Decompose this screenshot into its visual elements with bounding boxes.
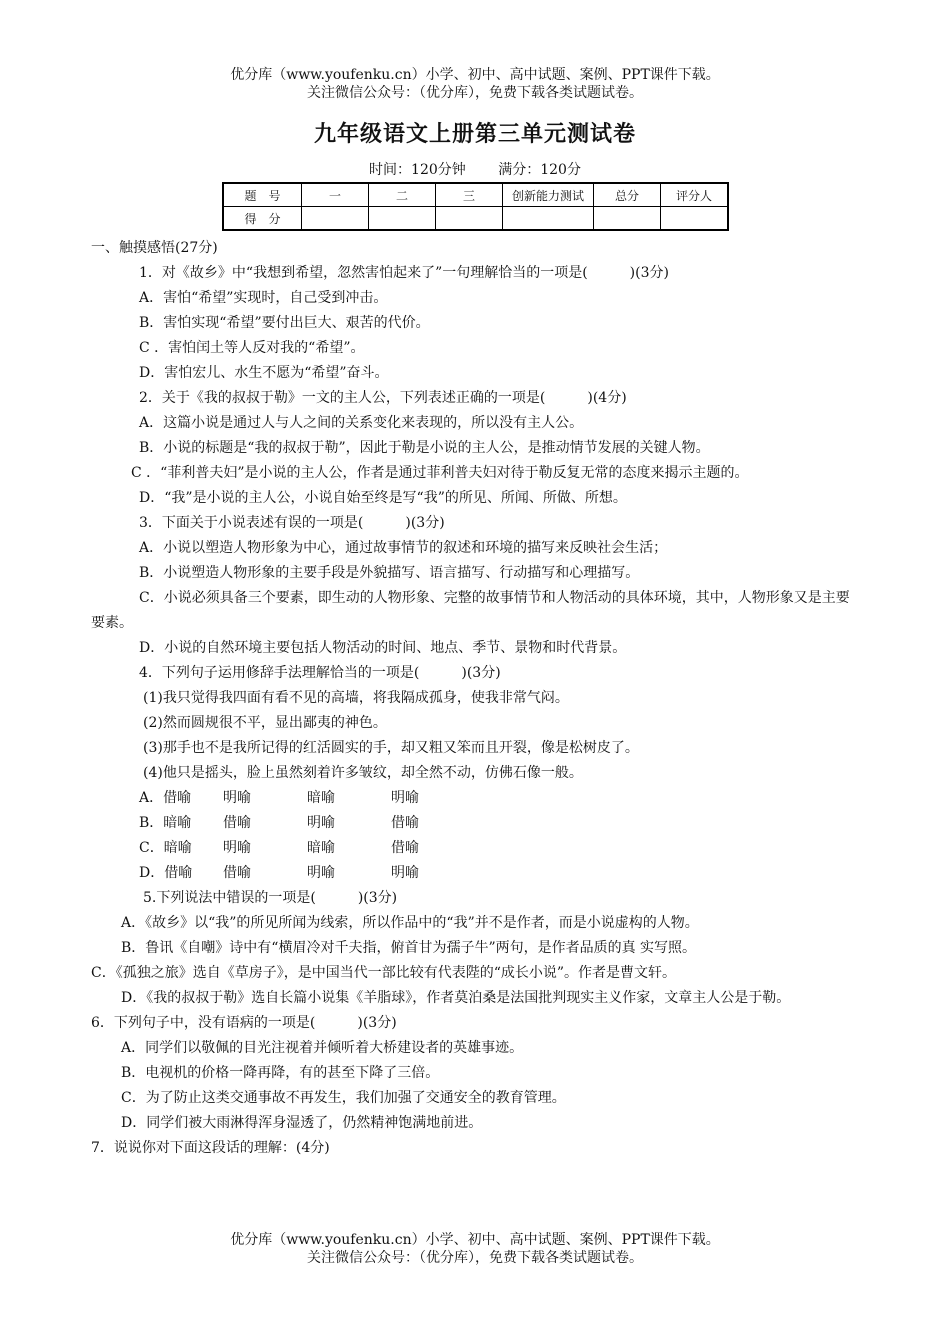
question-6-option-c: C．为了防止这类交通事故不再发生，我们加强了交通安全的教育管理。 — [121, 1090, 566, 1106]
option-cell: 借喻 — [223, 815, 251, 831]
question-4-option-b — [91, 811, 859, 836]
option-cell: 明喻 — [307, 865, 335, 881]
score-cell-total: 总分 — [594, 183, 661, 207]
score-blank — [594, 207, 661, 231]
header-line-2: 关注微信公众号：（优分库），免费下载各类试题试卷。 — [307, 85, 643, 101]
score-blank — [436, 207, 503, 231]
question-1-option-b: B．害怕实现“希望”要付出巨大、艰苦的代价。 — [139, 315, 430, 331]
score-blank — [661, 207, 729, 231]
score-cell-section1: 一 — [302, 183, 369, 207]
option-cell: C．暗喻 — [139, 840, 192, 856]
option-cell: 明喻 — [391, 865, 419, 881]
score-table — [222, 182, 729, 231]
option-cell: B．暗喻 — [139, 815, 192, 831]
full-score-label: 满分：120分 — [498, 162, 581, 178]
option-cell: 借喻 — [223, 865, 251, 881]
time-label: 时间：120分钟 — [369, 162, 466, 178]
question-3-option-c: C．小说必须具备三个要素，即生动的人物形象、完整的故事情节和人物活动的具体环境，其中，人物形象又是主要要素。 — [91, 590, 850, 631]
question-4-sentence-2: (2)然而圆规很不平，显出鄙夷的神色。 — [143, 715, 387, 731]
option-cell: 借喻 — [391, 815, 419, 831]
question-1-stem: 1．对《故乡》中“我想到希望，忽然害怕起来了”一句理解恰当的一项是( )(3分) — [139, 265, 669, 281]
question-6-option-d: D．同学们被大雨淋得浑身湿透了，仍然精神饱满地前进。 — [121, 1115, 483, 1131]
score-table-score-row — [223, 207, 728, 231]
section-heading: 一、触摸感悟(27分) — [91, 240, 218, 256]
exam-content — [91, 236, 859, 1161]
footer-line-1: 优分库（www.youfenku.cn）小学、初中、高中试题、案例、PPT课件下载。 — [230, 1232, 720, 1248]
question-4-option-a — [91, 786, 859, 811]
question-5-option-c: C．《孤独之旅》选自《草房子》，是中国当代一部比较有代表陛的“成长小说”。作者是曹文轩。 — [91, 965, 677, 981]
option-cell: 明喻 — [307, 815, 335, 831]
question-2-option-d: D．“我”是小说的主人公，小说自始至终是写“我”的所见、所闻、所做、所想。 — [139, 490, 627, 506]
question-3-option-d: D．小说的自然环境主要包括人物活动的时间、地点、季节、景物和时代背景。 — [139, 640, 627, 656]
question-4-sentence-3: (3)那手也不是我所记得的红活圆实的手，却又粗又笨而且开裂，像是松树皮了。 — [143, 740, 639, 756]
question-2-option-c: C ．“菲利普夫妇”是小说的主人公，作者是通过菲利普夫妇对待于勒反复无常的态度来揭示主题的。 — [131, 465, 749, 481]
option-cell: 明喻 — [223, 840, 251, 856]
score-cell-section3: 三 — [436, 183, 503, 207]
score-cell-innovation: 创新能力测试 — [503, 183, 594, 207]
document-title: 九年级语文上册第三单元测试卷 — [313, 122, 636, 147]
question-5-option-a: A．《故乡》以“我”的所见所闻为线索，所以作品中的“我”并不是作者，而是小说虚构的人物。 — [121, 915, 699, 931]
question-5-stem: 5.下列说法中错误的一项是( )(3分) — [143, 890, 398, 906]
score-cell-grader: 评分人 — [661, 183, 729, 207]
question-2-option-b: B．小说的标题是“我的叔叔于勒”，因此于勒是小说的主人公，是推动情节发展的关键人物。 — [139, 440, 710, 456]
question-2-stem: 2．关于《我的叔叔于勒》一文的主人公，下列表述正确的一项是( )(4分) — [139, 390, 627, 406]
question-6-stem: 6．下列句子中，没有语病的一项是( )(3分) — [91, 1015, 397, 1031]
option-cell: 暗喻 — [307, 840, 335, 856]
question-4-sentence-1: (1)我只觉得我四面有看不见的高墙，将我隔成孤身，使我非常气闷。 — [143, 690, 569, 706]
question-3-stem: 3．下面关于小说表述有误的一项是( )(3分) — [139, 515, 445, 531]
question-6-option-b: B．电视机的价格一降再降，有的甚至下降了三倍。 — [121, 1065, 440, 1081]
option-cell: A．借喻 — [139, 790, 192, 806]
time-score-line — [0, 159, 950, 179]
option-cell: 暗喻 — [307, 790, 335, 806]
question-3-option-b: B．小说塑造人物形象的主要手段是外貌描写、语言描写、行动描写和心理描写。 — [139, 565, 640, 581]
score-row-label: 得 分 — [223, 207, 302, 231]
question-4-stem: 4．下列句子运用修辞手法理解恰当的一项是( )(3分) — [139, 665, 501, 681]
question-3-option-a: A．小说以塑造人物形象为中心，通过故事情节的叙述和环境的描写来反映社会生活； — [139, 540, 668, 556]
score-blank — [503, 207, 594, 231]
question-1-option-d: D．害怕宏儿、水生不愿为“希望”奋斗。 — [139, 365, 389, 381]
score-blank — [369, 207, 436, 231]
option-cell: D．借喻 — [139, 865, 193, 881]
question-4-sentence-4: (4)他只是摇头，脸上虽然刻着许多皱纹，却全然不动，仿佛石像一般。 — [143, 765, 583, 781]
option-cell: 借喻 — [391, 840, 419, 856]
score-table-header-row — [223, 183, 728, 207]
question-4-option-d — [91, 861, 859, 886]
question-1-option-a: A．害怕“希望”实现时，自己受到冲击。 — [139, 290, 388, 306]
question-7-stem: 7．说说你对下面这段话的理解：(4分) — [91, 1140, 330, 1156]
question-2-option-a: A．这篇小说是通过人与人之间的关系变化来表现的，所以没有主人公。 — [139, 415, 584, 431]
top-header — [0, 66, 950, 102]
footer-line-2: 关注微信公众号：（优分库），免费下载各类试题试卷。 — [307, 1250, 643, 1266]
question-1-option-c: C ．害怕闰土等人反对我的“希望”。 — [139, 340, 365, 356]
question-6-option-a: A．同学们以敬佩的目光注视着并倾听着大桥建设者的英雄事迹。 — [121, 1040, 524, 1056]
score-cell-section2: 二 — [369, 183, 436, 207]
header-line-1: 优分库（www.youfenku.cn）小学、初中、高中试题、案例、PPT课件下载。 — [230, 67, 720, 83]
score-cell-label: 题 号 — [223, 183, 302, 207]
option-cell: 明喻 — [391, 790, 419, 806]
score-blank — [302, 207, 369, 231]
question-4-option-c — [91, 836, 859, 861]
option-cell: 明喻 — [223, 790, 251, 806]
bottom-footer — [0, 1231, 950, 1267]
question-5-option-d: D．《我的叔叔于勒》选自长篇小说集《羊脂球》，作者莫泊桑是法国批判现实主义作家，文章主人公是于勒。 — [121, 990, 791, 1006]
question-5-option-b: B．鲁讯《自嘲》诗中有“横眉冷对千夫指，俯首甘为孺子牛”两句，是作者品质的真 实写照。 — [121, 940, 697, 956]
